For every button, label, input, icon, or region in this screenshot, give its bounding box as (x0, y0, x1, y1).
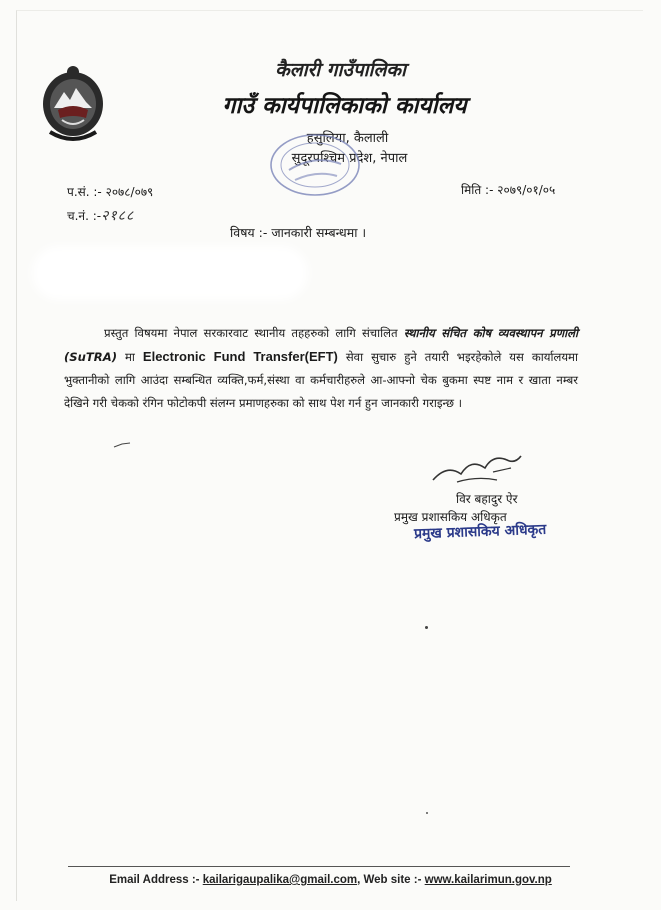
dispatch-number (67, 206, 134, 225)
email-label: Email Address :- (109, 874, 200, 886)
address-line-2: सुदूरपश्चिम प्रदेश, नेपाल (291, 151, 408, 166)
municipality-name: कैलारी गाउँपालिका (275, 59, 406, 81)
address-line-1: हसुलिया, कैलाली (306, 131, 389, 146)
signatory-title: प्रमुख प्रशासकिय अधिकृत (394, 510, 507, 524)
letter-date (461, 181, 555, 198)
website-link[interactable]: www.kailarimun.gov.np (424, 874, 552, 886)
office-name: गाउँ कार्यपालिकाको कार्यालय (222, 93, 467, 119)
reference-number (67, 183, 153, 200)
body-english-term: Electronic Fund Transfer(EFT) (142, 349, 338, 364)
signatory-name: विर बहादुर ऐर (456, 492, 518, 506)
pen-mark-icon (113, 441, 131, 449)
body-part-3: सेवा सुचारु हुने तयारी भइरहेकोले यस कार्यालयमा भुक्तानीको लागि आउंदा सम्बन्धित व्यक्ति,फर्म,संस्था वा कर्मचारीहरुले आ-आफ्नो चेक बुकमा स्पष्ट नाम र खाता नम्बर देखिने गरी चेकको रंगिन फोटोकपी संलग्न प्रमाणहरुका को साथ पेश गर्न हुन जानकारी गराइन्छ । (64, 350, 578, 410)
ink-speck (426, 812, 428, 814)
footer-contact (0, 874, 661, 886)
signatory-stamp: प्रमुख प्रशासकिय अधिकृत (413, 521, 547, 543)
cn-label: च.नं. :- (67, 209, 102, 223)
cn-value: २१८८ (101, 208, 135, 224)
email-link[interactable]: kailarigaupalika@gmail.com (202, 874, 358, 886)
letter-body (64, 322, 578, 415)
office-stamp-icon (267, 130, 363, 200)
web-label: , Web site :- (357, 874, 422, 886)
ps-label: प.सं. :- (67, 185, 102, 199)
date-label: मिति :- (461, 183, 494, 197)
ps-value: २०७८/०७९ (105, 185, 154, 199)
body-italic-term: स्थानीय संचित कोष व्यवस्थापन प्रणाली (SuTRA) (64, 326, 578, 364)
subject-line: विषय :- जानकारी सम्बन्धमा । (230, 225, 367, 240)
body-part-2: मा (117, 350, 143, 364)
body-part-1: प्रस्तुत विषयमा नेपाल सरकारवाट स्थानीय तहहरुको लागि संचालित (104, 326, 404, 340)
date-value: २०७९/०१/०५ (497, 183, 556, 197)
redacted-recipient (42, 256, 298, 290)
ink-speck (425, 626, 428, 629)
signature-icon (427, 446, 527, 488)
footer-divider (68, 866, 570, 867)
